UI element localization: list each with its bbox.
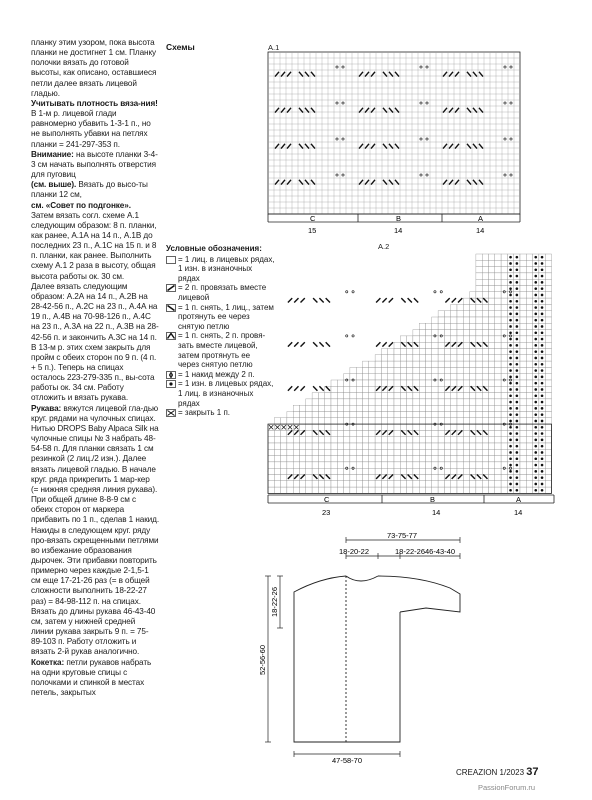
total-width-label: 73-75-77 xyxy=(386,532,418,540)
chart-a2-count-c: 23 xyxy=(322,508,331,517)
chart-a1-section-a: A xyxy=(478,214,484,223)
chart-a2-grid xyxy=(268,254,552,493)
legend-item-text: = 1 лиц. в лицевых рядах, 1 изн. в изнаночных рядах xyxy=(178,254,275,283)
instruction-bold: Кокетка: xyxy=(31,657,65,667)
instruction-paragraph xyxy=(31,180,159,200)
chart-a2-section-b: B xyxy=(430,495,436,504)
empty-square-icon xyxy=(166,256,176,264)
instruction-paragraph xyxy=(31,404,159,658)
legend-item-text: = закрыть 1 п. xyxy=(178,408,230,418)
chart-a1-label: А.1 xyxy=(268,43,280,52)
chart-a1-section-b: B xyxy=(396,214,402,223)
ssk-icon xyxy=(166,304,176,312)
bind-off-icon xyxy=(166,409,176,417)
chart-a2-section-bars xyxy=(268,495,554,503)
schematic-outline xyxy=(294,576,460,742)
neck-width-label: 18-20-22 xyxy=(338,547,370,556)
instruction-bold: Внимание: xyxy=(31,149,74,159)
legend-item-text: = 1 накид между 2 п. xyxy=(178,369,255,379)
page-number: 37 xyxy=(526,766,539,778)
shoulder-width-label: 18-22-26 xyxy=(394,547,426,556)
chart-a1-count-c: 15 xyxy=(308,226,317,235)
chart-a2 xyxy=(262,250,562,530)
garment-schematic xyxy=(250,532,470,764)
legend-item-text: = 2 п. провязать вместе лицевой xyxy=(178,283,267,302)
instruction-bold: см. «Совет по подгонке». xyxy=(31,200,131,210)
instruction-text: Далее вязать следующим образом: А.2А на 14 п., А.2В на 28-42-56 п., А.2С на 23 п., А.4А на 19 п., А.4В на 70-98-126 п., А.4С на 23 п., А.3А на 22 п., А.3В на 28-42-56 п. и закончить А.3С на 14 п. В 13-м р. этих схем закрыть для пройм с обеих сторон по 9 п. (4 п. + 5 п.). Теперь на спицах осталось 223-279-335 п., вы-сота работы ок. 34 см. Работу отложить и вязать рукава. xyxy=(31,281,159,403)
instruction-paragraph xyxy=(31,211,159,282)
chart-a2-section-c: C xyxy=(324,495,330,504)
instruction-bold: Учитывать плотность вяза-ния! xyxy=(31,98,158,108)
chart-a2-count-a: 14 xyxy=(514,508,523,517)
purl-icon xyxy=(166,380,176,388)
chart-a2-count-b: 14 xyxy=(432,508,441,517)
instruction-paragraph xyxy=(31,38,159,99)
instruction-paragraph xyxy=(31,150,159,180)
instruction-text: Затем вязать согл. схеме А.1 следующим образом: 8 п. планки, как ранее, А.1А на 14 п., А.1В до последних 23 п., А.1С на 15 п. и 8 п. планки, как ранее. Выполнить схему А.1 2 раза в высоту, общая высота работы ок. 30 см. xyxy=(31,210,157,281)
instruction-text: Вязать до высо-ты планки 12 см, xyxy=(31,180,148,200)
bottom-width-label: 47-58-70 xyxy=(331,756,363,764)
yoke-height-label: 18-22-26 xyxy=(270,586,279,618)
instruction-paragraph xyxy=(31,201,159,211)
chart-a1 xyxy=(262,50,532,240)
chart-a1-count-a: 14 xyxy=(476,226,485,235)
sleeve-length-label: 46-43-40 xyxy=(424,547,456,556)
instruction-text: вяжутся лицевой гла-дью круг. рядами на чулочных спицах. Нитью DROPS Baby Alpaca Silk на чулочные спицы № 3 набрать 48-54-58 п. Для планки связать 1 см резинкой (2 лиц./2 изн.). Далее вязать лицевой гладью. В начале круг. ряда прикрепить 1 мар-кер (= нижняя средняя линия рукава). При общей длине 8-8-9 см с обеих сторон от маркера прибавить по 1 п., сделав 1 накид. Накиды в следующем круг. ряду про-вязать скрещенными петлями во избежание образования дырочек. Эти прибавки повторить примерно через каждые 2-1,5-1 см еще 17-21-26 раз (= в общей сложности выполнить 18-22-27 раз) = 84-98-112 п. на спицах. Вязать до длины рукава 46-43-40 см, затем у нижней средней линии рукава закрыть 9 п. = 75-89-103 п. Работу отложить и вязать 2-й рукав аналогично. xyxy=(31,403,159,657)
instruction-bold: Рукава: xyxy=(31,403,62,413)
sk2p-icon xyxy=(166,332,176,340)
yo-icon xyxy=(166,371,176,379)
magazine-name: CREAZION 1/2023 xyxy=(456,768,525,777)
chart-a2-section-a: A xyxy=(516,495,522,504)
watermark: PassionForum.ru xyxy=(478,783,536,792)
k2tog-icon xyxy=(166,284,176,292)
instruction-text: петли рукавов набрать на одни круговые спицы с полочками и спинкой в местах петель, закрытых xyxy=(31,657,152,697)
instruction-text: планку этим узором, пока высота планки не достигнет 1 см. Планку полочки вязать до готовой высоты, как описано, оставшиеся петли далее вязать лицевой гладью. xyxy=(31,38,157,98)
instructions-column xyxy=(31,38,159,698)
instruction-paragraph xyxy=(31,282,159,404)
legend-item-text: = 1 п. снять, 1 лиц., затем протянуть ее через снятую петлю xyxy=(178,302,274,331)
instruction-bold: (см. выше). xyxy=(31,180,77,190)
instruction-paragraph xyxy=(31,658,159,699)
instruction-text: В 1-м р. лицевой глади равномерно убавить 1-3-1 п., но не выполнять убавки на петлях планки = 241-297-353 п. xyxy=(31,109,151,149)
chart-a1-count-b: 14 xyxy=(394,226,403,235)
total-length-label: 52-56-60 xyxy=(258,644,267,676)
legend-item-text: = 1 изн. в лицевых рядах, 1 лиц. в изнаночных рядах xyxy=(178,379,274,408)
chart-a2-label: А.2 xyxy=(378,242,390,251)
legend-title: Условные обозначения: xyxy=(166,244,262,253)
instruction-paragraph xyxy=(31,99,159,150)
schemes-title: Схемы xyxy=(166,42,195,52)
legend-item-text: = 1 п. снять, 2 п. провя- зать вместе лицевой, затем протянуть ее через снятую петлю xyxy=(178,331,266,370)
page-footer xyxy=(456,766,539,778)
chart-a1-section-c: C xyxy=(310,214,316,223)
instruction-text: на высоте планки 3-4-3 см начать выполнять отверстия для пуговиц xyxy=(31,149,158,180)
